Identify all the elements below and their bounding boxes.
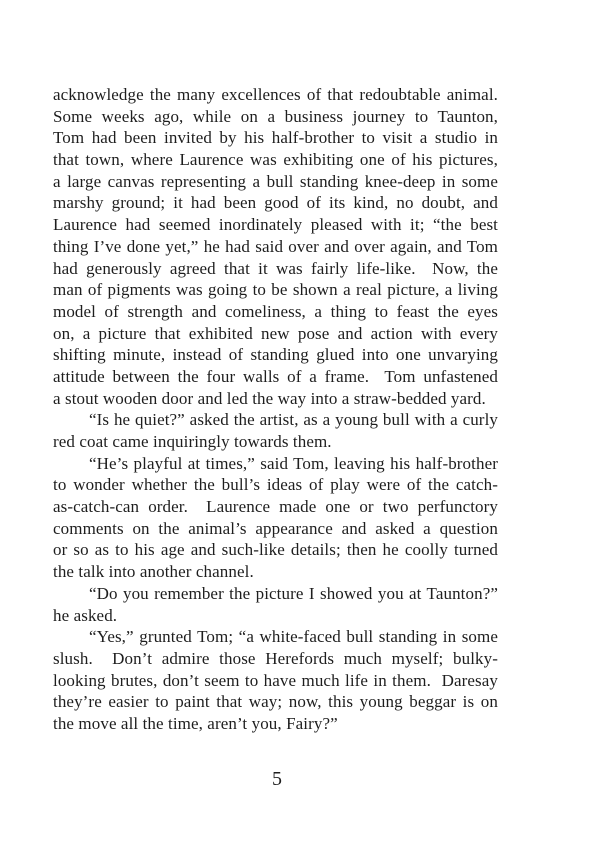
text-line: “Is he quiet?” asked the artist, as a young bull with a curly bbox=[89, 410, 498, 430]
text-line: looking brutes, don’t seem to have much life in them. Daresay bbox=[53, 670, 498, 690]
text-line: Some weeks ago, while on a business journey to Taunton, bbox=[53, 106, 498, 126]
text-line: a stout wooden door and led the way into a straw-bedded yard. bbox=[53, 388, 486, 408]
text-line: or so as to his age and such-like details; then he coolly turned bbox=[53, 540, 498, 560]
text-line: that town, where Laurence was exhibiting one of his pictures, bbox=[53, 150, 498, 170]
text-line: comments on the animal’s appearance and asked a question bbox=[53, 518, 498, 538]
page-number: 5 bbox=[272, 768, 282, 790]
page-text bbox=[53, 84, 498, 735]
paragraph bbox=[53, 453, 498, 583]
text-line: had generously agreed that it was fairly life-like. Now, the bbox=[53, 258, 498, 278]
text-line: as-catch-can order. Laurence made one or two perfunctory bbox=[53, 497, 498, 517]
text-line: acknowledge the many excellences of that redoubtable animal. bbox=[53, 85, 498, 104]
paragraph bbox=[53, 84, 498, 409]
text-line: slush. Don’t admire those Herefords much myself; bulky- bbox=[53, 648, 498, 668]
text-line: the talk into another channel. bbox=[53, 562, 254, 582]
text-line: man of pigments was going to be shown a real picture, a living bbox=[53, 280, 498, 300]
text-line: shifting minute, instead of standing glued into one unvarying bbox=[53, 345, 498, 365]
text-line: “Yes,” grunted Tom; “a white-faced bull standing in some bbox=[89, 627, 498, 647]
text-line: red coat came inquiringly towards them. bbox=[53, 432, 332, 451]
paragraph bbox=[53, 409, 498, 452]
text-line: “Do you remember the picture I showed you at Taunton?” bbox=[89, 583, 498, 603]
text-line: model of strength and comeliness, a thing to feast the eyes bbox=[53, 301, 498, 321]
text-line: Tom had been invited by his half-brother to visit a studio in bbox=[53, 128, 498, 148]
text-line: attitude between the four walls of a frame. Tom unfastened bbox=[53, 366, 498, 386]
text-line: to wonder whether the bull’s ideas of play were of the catch- bbox=[53, 475, 498, 495]
text-line: Laurence had seemed inordinately pleased with it; “the best bbox=[53, 215, 498, 235]
text-line: he asked. bbox=[53, 605, 118, 625]
text-line: “He’s playful at times,” said Tom, leaving his half-brother bbox=[89, 453, 498, 473]
text-line: on, a picture that exhibited new pose and action with every bbox=[53, 323, 498, 343]
text-line: thing I’ve done yet,” he had said over and over again, and Tom bbox=[53, 236, 498, 256]
text-line: they’re easier to paint that way; now, this young beggar is on bbox=[53, 692, 498, 712]
text-line: marshy ground; it had been good of its kind, no doubt, and bbox=[53, 193, 498, 213]
paragraph bbox=[53, 583, 498, 626]
paragraph bbox=[53, 626, 498, 734]
text-line: a large canvas representing a bull standing knee-deep in some bbox=[53, 171, 498, 191]
text-line: the move all the time, aren’t you, Fairy?” bbox=[53, 713, 338, 733]
